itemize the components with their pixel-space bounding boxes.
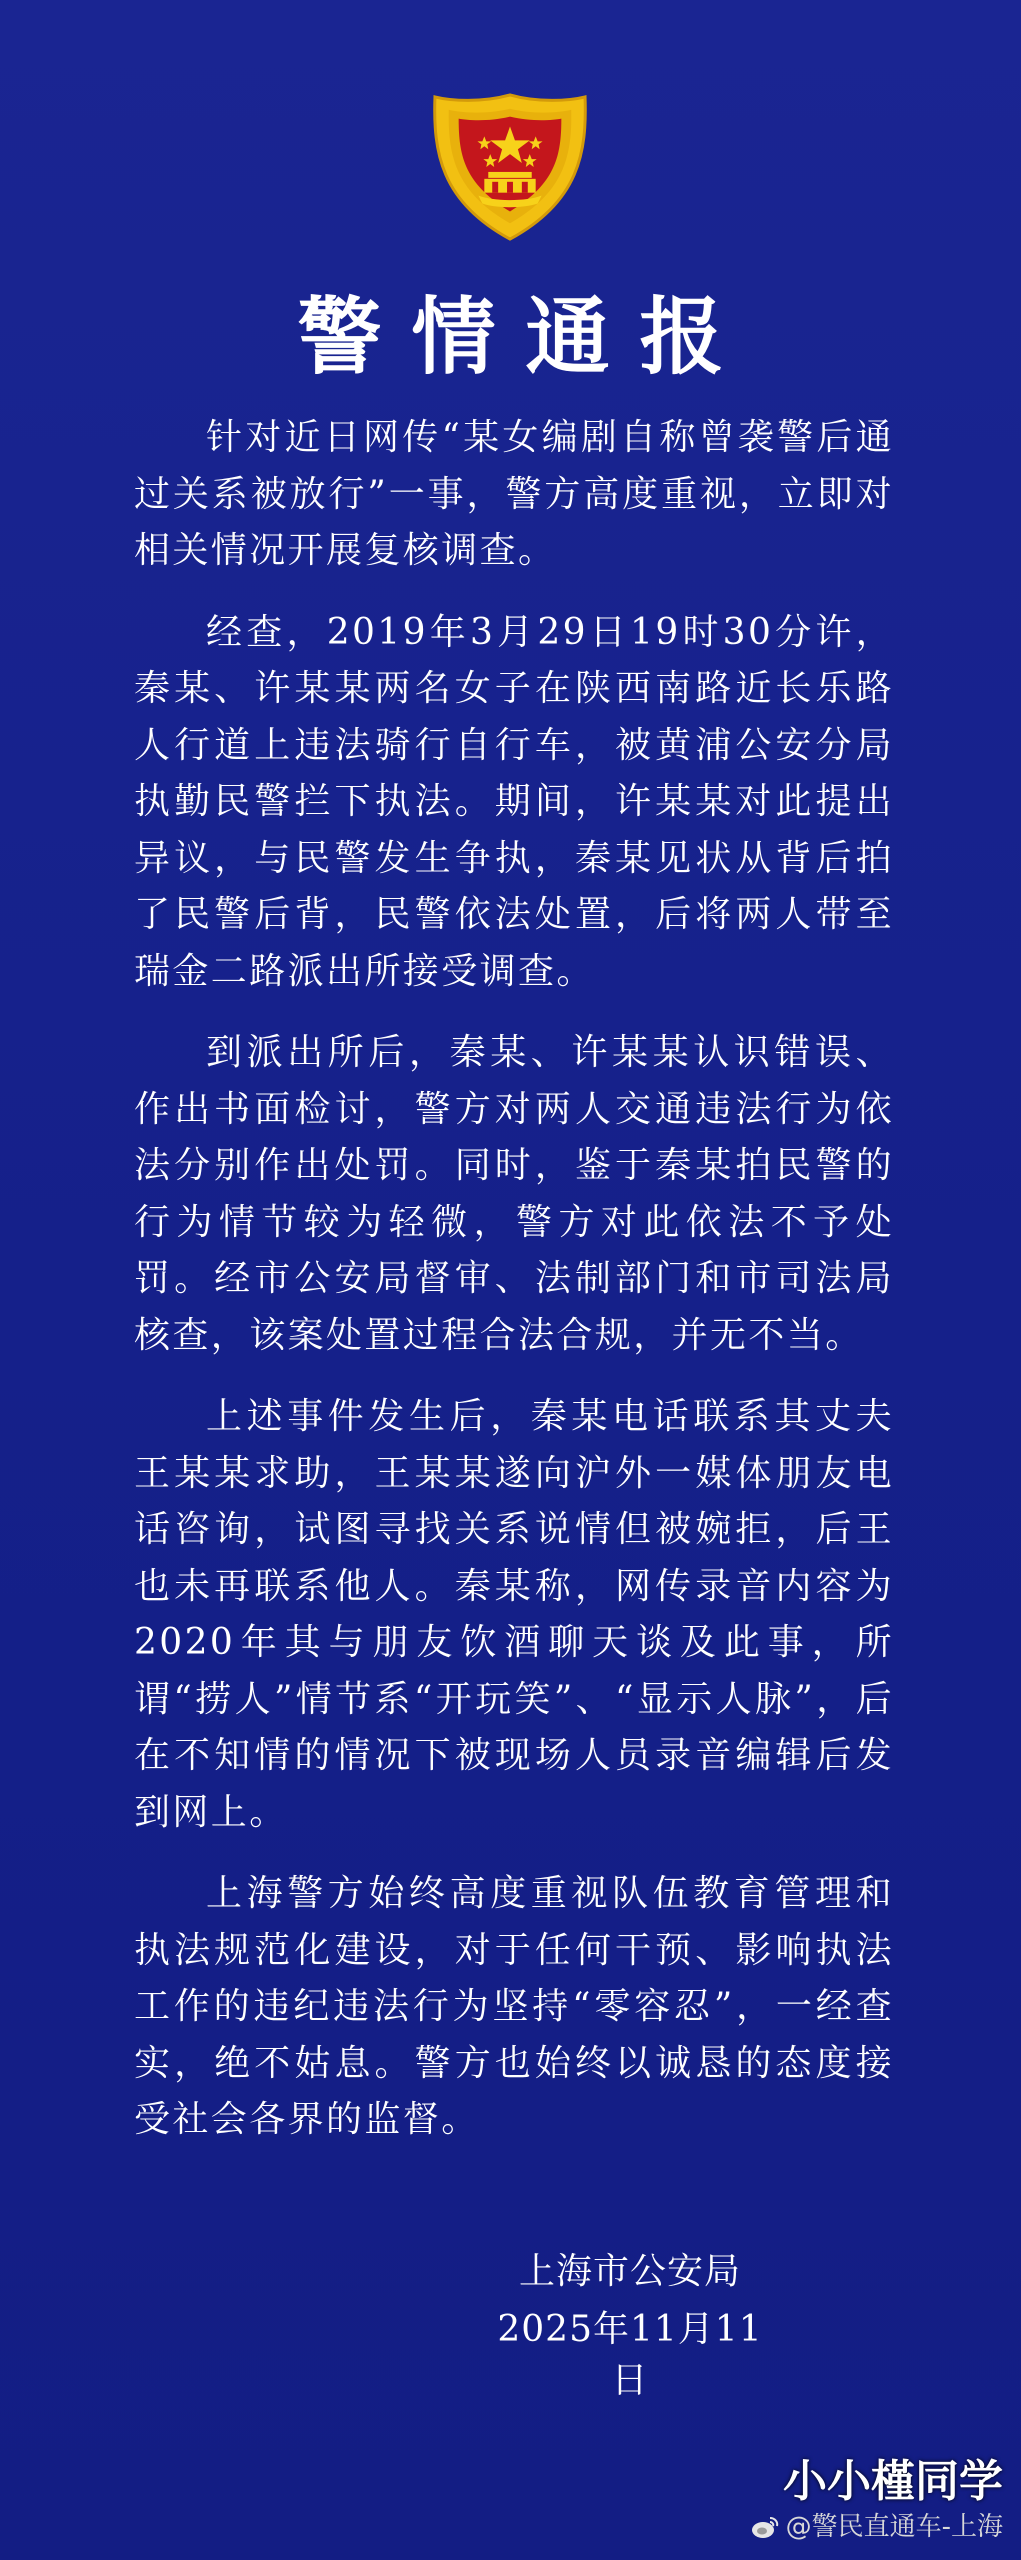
paragraph-statement: 上海警方始终高度重视队伍教育管理和执法规范化建设，对于任何干预、影响执法工作的违纪违法行为坚持“零容忍”，一经查实，绝不姑息。警方也始终以诚恳的态度接受社会各界的监督。 (134, 1873, 894, 2140)
issuer-name: 上海市公安局 (518, 2251, 741, 2292)
police-emblem-icon (431, 92, 589, 242)
paragraph-intro: 针对近日网传“某女编剧自称曾袭警后通过关系被放行”一事，警方高度重视，立即对相关情况开展复核调查。 (134, 417, 894, 571)
watermark-source-line (750, 2510, 1003, 2544)
notice-body (134, 410, 894, 2174)
paragraph-handling: 到派出所后，秦某、许某某认识错误、作出书面检讨，警方对两人交通违法行为依法分别作出处罚。同时，鉴于秦某拍民警的行为情节较为轻微，警方对此依法不予处罚。经市公安局督审、法制部门和市司法局核查，该案处置过程合法合规，并无不当。 (134, 1032, 894, 1356)
paragraph-aftermath: 上述事件发生后，秦某电话联系其丈夫王某某求助，王某某遂向沪外一媒体朋友电话咨询，试图寻找关系说情但被婉拒，后王也未再联系他人。秦某称，网传录音内容为2020年其与朋友饮酒聊天谈及此事，所谓“捞人”情节系“开玩笑”、“显示人脉”，后在不知情的情况下被现场人员录音编辑后发到网上。 (134, 1396, 894, 1833)
watermark-username: 小小槿同学 (783, 2456, 1003, 2507)
watermark-source: @警民直通车-上海 (785, 2512, 1003, 2542)
weibo-logo-icon (750, 2514, 780, 2540)
paragraph-investigation: 经查，2019年3月29日19时30分许，秦某、许某某两名女子在陕西南路近长乐路人行道上违法骑行自行车，被黄浦公安分局执勤民警拦下执法。期间，许某某对此提出异议，与民警发生争执，秦某见状从背后拍了民警后背，民警依法处置，后将两人带至瑞金二路派出所接受调查。 (134, 611, 894, 992)
watermark (750, 2454, 1003, 2544)
notice-title: 警情通报 (297, 287, 754, 386)
issue-date: 2025年11月11日 (497, 2309, 763, 2401)
